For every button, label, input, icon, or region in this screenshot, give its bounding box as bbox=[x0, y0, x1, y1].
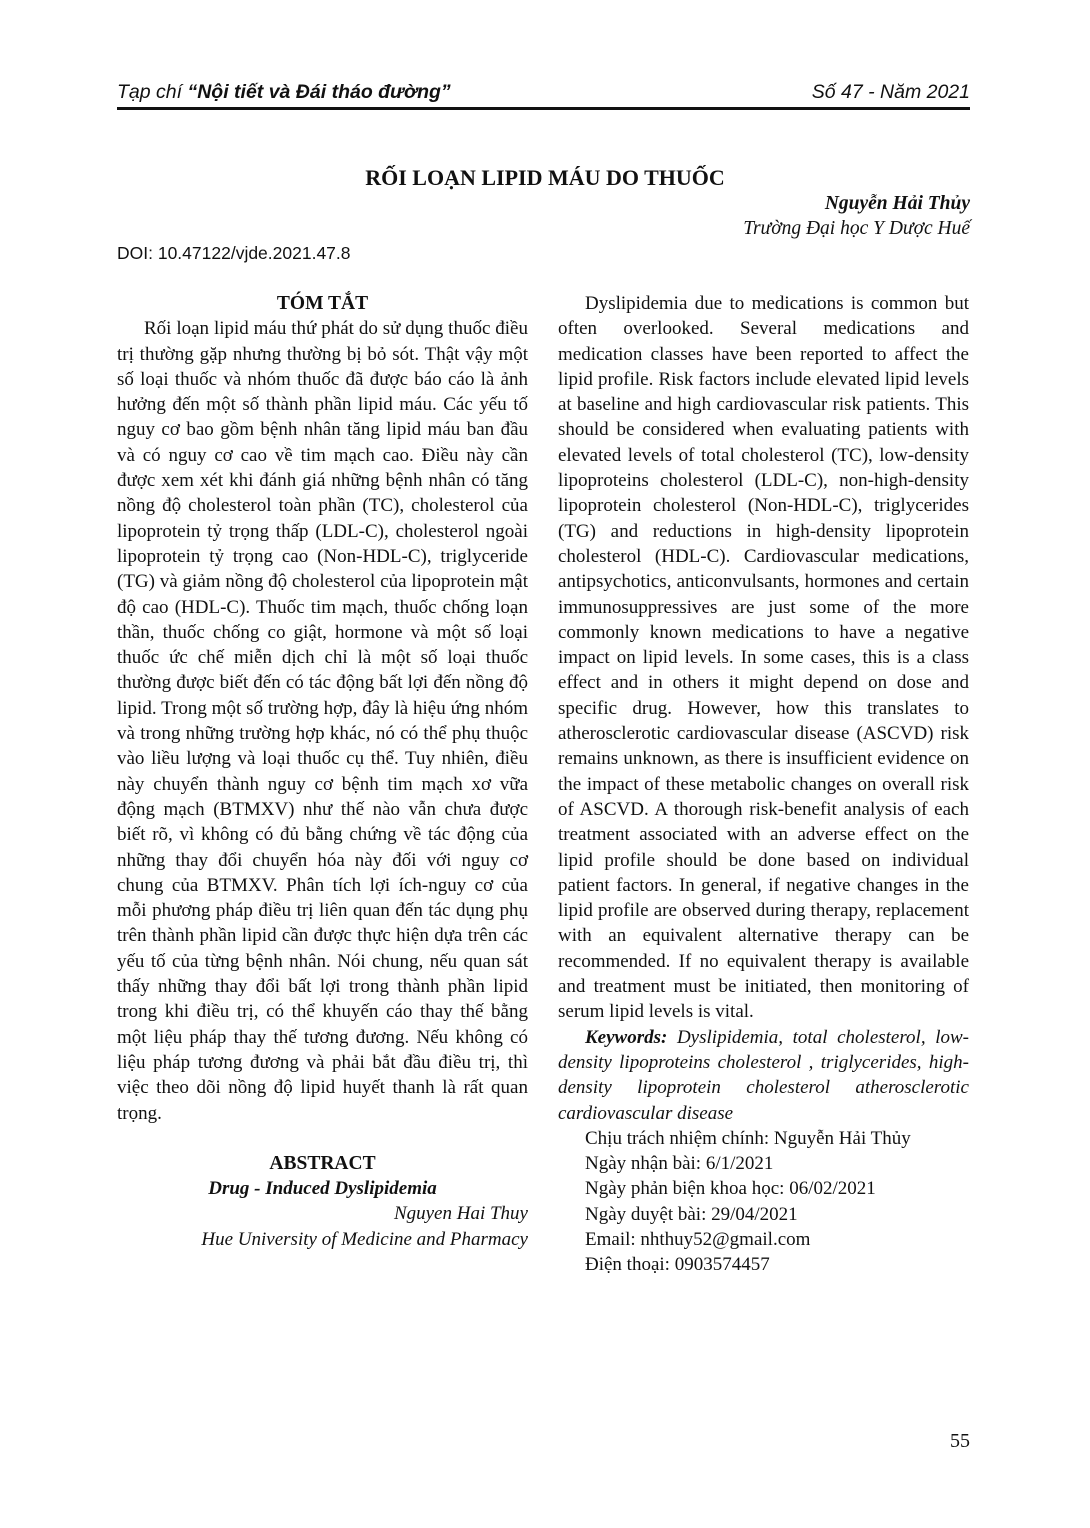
keywords-text: Dyslipidemia, total cholesterol, low-density lipoproteins cholesterol , triglycerides, high-density lipoprotein cholesterol atherosclerotic cardiovascular disease bbox=[558, 1026, 969, 1124]
issue-label: Số 47 - Năm 2021 bbox=[811, 81, 970, 103]
article-affiliation: Trường Đại học Y Dược Huế bbox=[743, 218, 970, 239]
summary-paragraph: Rối loạn lipid máu thứ phát do sử dụng thuốc điều trị thường gặp nhưng thường bị bỏ sót. Thật vậy một số loại thuốc và nhóm thuốc đã được báo cáo là ảnh hưởng đến một số thành phần lipid máu. Các yếu tố nguy cơ bao gồm bệnh nhân tăng lipid máu ban đầu và có nguy cơ cao về tim mạch cao. Điều này cần được xem xét khi đánh giá những bệnh nhân có tăng nồng độ cholesterol toàn phần (TC), cholesterol của lipoprotein tỷ trọng thấp (LDL-C), cholesterol ngoài lipoprotein tỷ trọng cao (Non-HDL-C), triglyceride (TG) và giảm nồng độ cholesterol của lipoprotein mật độ cao (HDL-C). Thuốc tim mạch, thuốc chống loạn thần, thuốc chống co giật, hormone và một số loại thuốc ức chế miễn dịch chỉ là một số loại thuốc thường được biết đến có tác động bất lợi đến nồng độ lipid. Trong một số trường hợp, đây là hiệu ứng nhóm và trong những trường hợp khác, nó có thể phụ thuộc vào liều lượng và loại thuốc cụ thể. Tuy nhiên, điều này chuyển thành nguy cơ bệnh tim mạch xơ vữa động mạch (BTMXV) như thế nào vẫn chưa được biết rõ, vì không có đủ bằng chứng về tác động của những thay đổi chuyển hóa này đối với nguy cơ chung của BTMXV. Phân tích lợi ích-nguy cơ của mỗi phương pháp điều trị liên quan đến tác dụng phụ trên thành phần lipid cần được thực hiện dựa trên các yếu tố của từng bệnh nhân. Nói chung, nếu quan sát thấy những thay đổi bất lợi trong thành phần lipid trong khi điều trị, có thể khuyến cáo thay thế bằng một liệu pháp thay thế tương đương. Nếu không có liệu pháp tương đương và phải bắt đầu điều trị, thì việc theo dõi nồng độ lipid huyết thanh là rất quan trọng. bbox=[117, 318, 528, 1124]
received-date: Ngày nhận bài: 6/1/2021 bbox=[585, 1153, 774, 1175]
summary-heading: TÓM TẮT bbox=[276, 293, 369, 314]
journal-title: Tạp chí “Nội tiết và Đái tháo đường” bbox=[117, 81, 451, 103]
keywords-label: Keywords: bbox=[585, 1026, 668, 1048]
right-column bbox=[558, 291, 969, 1278]
email[interactable]: Email: nhthuy52@gmail.com bbox=[585, 1228, 811, 1250]
article-title: RỐI LOẠN LIPID MÁU DO THUỐC bbox=[365, 165, 725, 190]
abstract-affiliation: Hue University of Medicine and Pharmacy bbox=[201, 1228, 528, 1250]
accepted-date: Ngày duyệt bài: 29/04/2021 bbox=[585, 1203, 798, 1225]
doi-link[interactable]: DOI: 10.47122/vjde.2021.47.8 bbox=[117, 243, 351, 263]
review-date: Ngày phản biện khoa học: 06/02/2021 bbox=[585, 1178, 876, 1200]
abstract-heading: ABSTRACT bbox=[269, 1152, 376, 1174]
abstract-header-block bbox=[117, 1151, 528, 1252]
abstract-subtitle: Drug - Induced Dyslipidemia bbox=[208, 1178, 437, 1200]
abstract-paragraph: Dyslipidemia due to medications is common but often overlooked. Several medications and medication classes have been reported to affect the lipid profile. Risk factors include elevated lipid levels at baseline and high cardiovascular risk patients. This should be considered when evaluating patients with elevated levels of total cholesterol (TC), low-density lipoproteins cholesterol (LDL-C), non-high-density lipoprotein cholesterol (Non-HDL-C), triglycerides (TG) and reductions in high-density lipoprotein cholesterol (HDL-C). Cardiovascular medications, antipsychotics, anticonvulsants, hormones and certain immunosuppressives are just some of the more commonly known medications to have a negative impact on lipid levels. In some cases, this is a class effect and in others it might depend on dose and specific drug. However, how this translates to atherosclerotic cardiovascular disease (ASCVD) risk remains unknown, as there is insufficient evidence on the impact of these metabolic changes on overall risk of ASCVD. A thorough risk-benefit analysis of each treatment associated with an adverse effect on the lipid profile should be done based on individual patient factors. In general, if negative changes in the lipid profile are observed during therapy, replacement with an equivalent alternative therapy can be recommended. If no equivalent therapy is available and treatment must be initiated, then monitoring of serum lipid levels is vital. bbox=[558, 293, 969, 1023]
corresponding-author: Chịu trách nhiệm chính: Nguyễn Hải Thủy bbox=[585, 1127, 911, 1149]
phone: Điện thoại: 0903574457 bbox=[585, 1254, 770, 1276]
journal-name: “Nội tiết và Đái tháo đường” bbox=[187, 81, 451, 103]
abstract-author: Nguyen Hai Thuy bbox=[393, 1203, 528, 1225]
contact-block bbox=[558, 1126, 969, 1278]
page-number: 55 bbox=[950, 1430, 970, 1452]
left-column bbox=[117, 291, 528, 1252]
article-author: Nguyễn Hải Thủy bbox=[824, 193, 970, 214]
running-header bbox=[117, 78, 970, 110]
keywords bbox=[558, 1025, 969, 1126]
